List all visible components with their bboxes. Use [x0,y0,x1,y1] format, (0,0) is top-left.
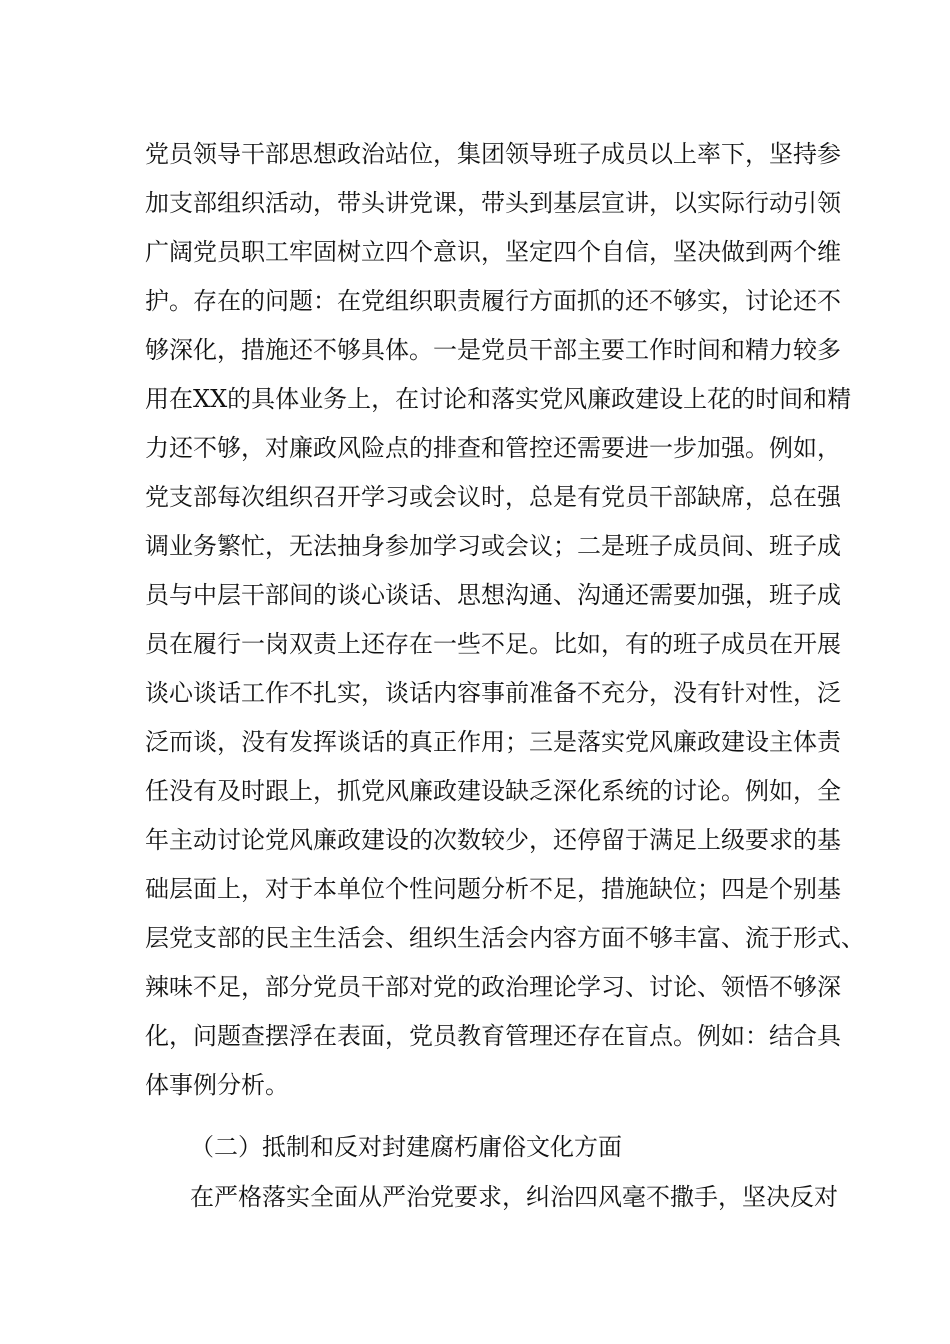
text-line: 础层面上，对于本单位个性问题分析不足，措施缺位；四是个别基 [145,875,841,903]
text-line: 调业务繁忙，无法抽身参加学习或会议；二是班子成员间、班子成 [145,532,841,560]
text-line: 层党支部的民主生活会、组织生活会内容方面不够丰富、流于形式、 [145,924,865,952]
text-line: 辣味不足，部分党员干部对党的政治理论学习、讨论、领悟不够深 [145,973,841,1001]
text-line: 党员领导干部思想政治站位，集团领导班子成员以上率下，坚持参 [145,140,841,168]
text-line: 广阔党员职工牢固树立四个意识，坚定四个自信，坚决做到两个维 [145,238,841,266]
text-line: 化，问题查摆浮在表面，党员教育管理还存在盲点。例如：结合具 [145,1022,841,1050]
text-line: 谈心谈话工作不扎实，谈话内容事前准备不充分，没有针对性，泛 [145,679,841,707]
text-line: 任没有及时跟上，抓党风廉政建设缺乏深化系统的讨论。例如，全 [145,777,841,805]
text-line: 党支部每次组织召开学习或会议时，总是有党员干部缺席，总在强 [145,483,841,511]
text-line: 护。存在的问题：在党组织职责履行方面抓的还不够实，讨论还不 [145,287,841,315]
text-line: 年主动讨论党风廉政建设的次数较少，还停留于满足上级要求的基 [145,826,841,854]
text-line: 员在履行一岗双责上还存在一些不足。比如，有的班子成员在开展 [145,630,841,658]
text-line: 用在XX的具体业务上，在讨论和落实党风廉政建设上花的时间和精 [145,385,852,413]
paragraph-start: 在严格落实全面从严治党要求，纠治四风毫不撒手，坚决反对 [190,1183,838,1211]
text-line: 加支部组织活动，带头讲党课，带头到基层宣讲，以实际行动引领 [145,189,841,217]
text-line: 够深化，措施还不够具体。一是党员干部主要工作时间和精力较多 [145,336,841,364]
text-line: 泛而谈，没有发挥谈话的真正作用；三是落实党风廉政建设主体责 [145,728,841,756]
text-line: 力还不够，对廉政风险点的排查和管控还需要进一步加强。例如， [145,434,841,462]
section-heading: （二）抵制和反对封建腐朽庸俗文化方面 [190,1133,622,1161]
text-line: 体事例分析。 [145,1071,289,1099]
text-line: 员与中层干部间的谈心谈话、思想沟通、沟通还需要加强，班子成 [145,581,841,609]
